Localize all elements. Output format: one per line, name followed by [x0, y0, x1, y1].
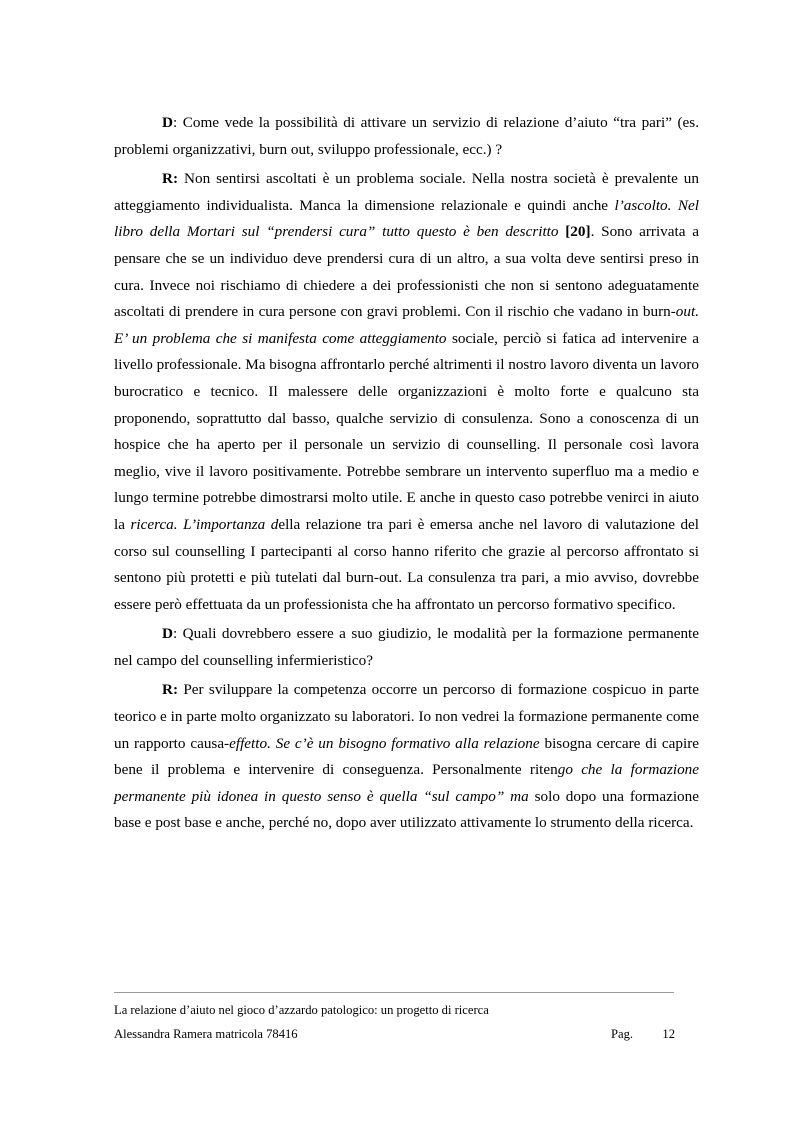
answer-text: ella relazione tra pari è emersa anche nel lavoro di valutazione del corso sul counselling I partecipanti al corso hanno riferito che grazie al percorso affrontato si sentono più protetti e più tutelati dal burn-out. La consulenza tra pari, a mio avviso, dovrebbe essere però effettuata da un professionista che ha affrontato un percorso formativo specifico. — [114, 515, 699, 613]
answer-italic-text: out. E’ un problema che si manifesta come atteggiamento — [114, 303, 699, 347]
document-body — [114, 110, 699, 840]
footer-divider — [114, 992, 674, 993]
footer-author: Alessandra Ramera matricola 78416 — [114, 1027, 298, 1041]
answer-text: solo dopo una formazione base e post base e anche, perché no, dopo aver utilizzato attivamente lo strumento della ricerca. — [114, 787, 699, 832]
answer-text: Per sviluppare la competenza occorre un percorso di formazione cospicuo in parte teorico e in parte molto organizzato su laboratori. Io non vedrei la formazione permanente come un rapporto causa- — [114, 681, 699, 752]
paragraph-answer-1 — [114, 166, 699, 618]
footer-page — [611, 1025, 675, 1043]
answer-text: sociale, perciò si fatica ad intervenire a livello professionale. Ma bisogna affrontarlo perché altrimenti il nostro lavoro diventa un lavoro burocratico e tecnico. Il malessere delle organizzazioni è molto forte e qualcuno sta proponendo, soprattutto dal basso, qualche servizio di consulenza. Sono a conoscenza di un hospice che ha aperto per il personale un servizio di counselling. Il personale così lavora meglio, vive il lavoro positivamente. Potrebbe sembrare un intervento superfluo ma a medio e lungo termine potrebbe dimostrarsi molto utile. E anche in questo caso potrebbe venirci in aiuto la — [114, 329, 699, 533]
paragraph-answer-2 — [114, 677, 699, 837]
paragraph-question-1 — [114, 110, 699, 163]
citation-reference: [20] — [565, 223, 591, 241]
speaker-label: R: — [162, 170, 179, 188]
answer-italic-text: effetto. Se c’è un bisogno formativo alla relazione — [229, 734, 540, 752]
footer-title: La relazione d’aiuto nel gioco d’azzardo patologico: un progetto di ricerca — [114, 1003, 489, 1017]
answer-text: Non sentirsi ascoltati è un problema sociale. Nella nostra società è prevalente un atteggiamento individualista. Manca la dimensione relazionale e quindi anche — [114, 170, 699, 214]
answer-italic-text: ricerca. L’importanza d — [130, 515, 279, 533]
speaker-label: R: — [162, 681, 179, 699]
speaker-label: D — [162, 114, 173, 131]
page-label: Pag. — [611, 1027, 634, 1041]
question-text: : Come vede la possibilità di attivare un servizio di relazione d’aiuto “tra pari” (es. problemi organizzativi, burn out, sviluppo professionale, ecc.) ? — [114, 114, 699, 158]
speaker-label: D — [162, 625, 173, 643]
answer-text: . Sono arrivata a pensare che se un individuo deve prendersi cura di un altro, a sua volta deve sentirsi preso in cura. Invece noi rischiamo di chiedere a dei professionisti che non si sentono adeguatamente ascoltati di prendere in cura persone con gravi problemi. Con il rischio che vadano in burn- — [114, 223, 699, 321]
answer-text: bisogna cercare di capire bene il problema e intervenire di conseguenza. Personalmente riten — [114, 734, 699, 779]
answer-italic-text: l’ascolto. Nel libro della Mortari sul “prendersi cura” tutto questo è ben descritto — [114, 196, 699, 241]
answer-italic-text: go che la formazione permanente più idonea in questo senso è quella “sul campo” ma — [114, 761, 699, 805]
page-number: 12 — [662, 1027, 675, 1041]
paragraph-question-2 — [114, 621, 699, 674]
question-text: : Quali dovrebbero essere a suo giudizio, le modalità per la formazione permanente nel campo del counselling infermieristico? — [114, 625, 699, 669]
